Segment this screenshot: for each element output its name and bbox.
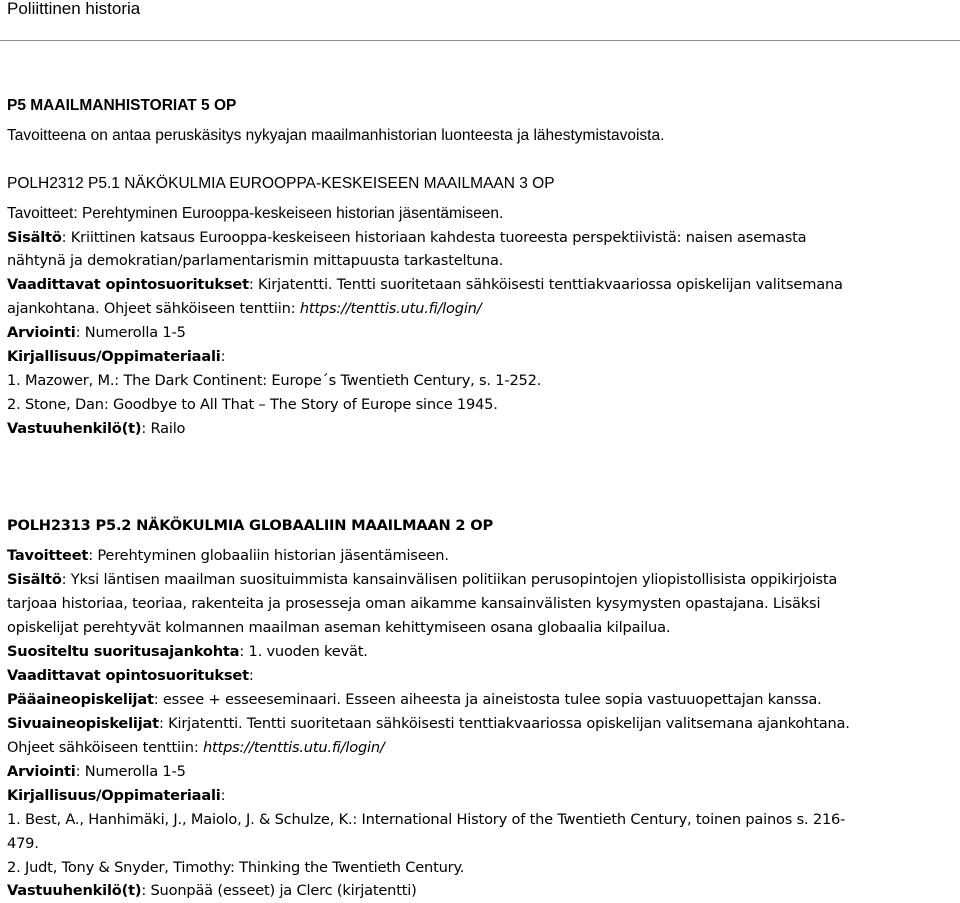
- course-title-polh2312: POLH2312 P5.1 NÄKÖKULMIA EUROOPPA-KESKEISEEN MAAILMAAN 3 OP: [7, 175, 555, 192]
- course-content-polh2313: Sisältö: Yksi läntisen maailman suosituimmista kansainvälisen politiikan perusopintojen yliopistollisista oppikirjoista: [7, 571, 838, 588]
- course-requirements-polh2312-cont: ajankohtana. Ohjeet sähköiseen tenttiin: https://tenttis.utu.fi/login/: [7, 300, 482, 317]
- course-grading-polh2312: Arviointi: Numerolla 1-5: [7, 324, 186, 341]
- header-divider: [0, 40, 960, 41]
- course-responsible-polh2313: Vastuuhenkilö(t): Suonpää (esseet) ja Clerc (kirjatentti): [7, 882, 417, 899]
- literature-item: 2. Judt, Tony & Snyder, Timothy: Thinking the Twentieth Century.: [7, 859, 465, 876]
- literature-item: 1. Best, A., Hanhimäki, J., Maiolo, J. & Schulze, K.: International History of the Twentieth Century, toinen painos s. 216-: [7, 811, 846, 828]
- literature-item: 1. Mazower, M.: The Dark Continent: Europe´s Twentieth Century, s. 1-252.: [7, 372, 542, 389]
- page-title: Poliittinen historia: [7, 0, 141, 18]
- course-exam-instructions-polh2313: Ohjeet sähköiseen tenttiin: https://tenttis.utu.fi/login/: [7, 739, 385, 756]
- course-content-polh2312-cont: nähtynä ja demokratian/parlamentarismin mittapuusta tarkasteltuna.: [7, 252, 504, 269]
- course-major-students: Pääaineopiskelijat: essee + esseeseminaari. Esseen aiheesta ja aineistosta tulee sopia vastuuopettajan kanssa.: [7, 691, 822, 708]
- literature-item-cont: 479.: [7, 835, 39, 852]
- course-requirements-polh2313: Vaadittavat opintosuoritukset:: [7, 667, 254, 684]
- exam-link[interactable]: https://tenttis.utu.fi/login/: [202, 739, 385, 756]
- literature-item: 2. Stone, Dan: Goodbye to All That – The Story of Europe since 1945.: [7, 396, 498, 413]
- section-goal-p5: Tavoitteena on antaa peruskäsitys nykyajan maailmanhistorian luonteesta ja lähestymistavoista.: [7, 127, 665, 144]
- course-goals-polh2312: Tavoitteet: Perehtyminen Eurooppa-keskeiseen historian jäsentämiseen.: [7, 205, 504, 222]
- course-timing-polh2313: Suositeltu suoritusajankohta: 1. vuoden kevät.: [7, 643, 368, 660]
- course-goals-polh2313: Tavoitteet: Perehtyminen globaaliin historian jäsentämiseen.: [7, 547, 449, 564]
- page-header: [0, 0, 960, 44]
- course-minor-students: Sivuaineopiskelijat: Kirjatentti. Tentti suoritetaan sähköisesti tenttiakvaariossa opiskelijan valitsemana ajankohtana.: [7, 715, 850, 732]
- course-literature-heading-polh2313: Kirjallisuus/Oppimateriaali:: [7, 787, 226, 804]
- course-content-polh2312: Sisältö: Kriittinen katsaus Eurooppa-keskeiseen historiaan kahdesta tuoreesta perspektiivistä: naisen asemasta: [7, 229, 807, 246]
- course-content-polh2313-cont: tarjoaa historiaa, teoriaa, rakenteita ja prosesseja oman aikamme kansainvälisten kysymysten opastajana. Lisäksi: [7, 595, 821, 612]
- course-grading-polh2313: Arviointi: Numerolla 1-5: [7, 763, 186, 780]
- course-responsible-polh2312: Vastuuhenkilö(t): Railo: [7, 420, 186, 437]
- course-title-polh2313: POLH2313 P5.2 NÄKÖKULMIA GLOBAALIIN MAAILMAAN 2 OP: [7, 517, 493, 534]
- course-requirements-polh2312: Vaadittavat opintosuoritukset: Kirjatentti. Tentti suoritetaan sähköisesti tenttiakvaariossa opiskelijan valitsemana: [7, 276, 843, 293]
- exam-link[interactable]: https://tenttis.utu.fi/login/: [299, 300, 482, 317]
- course-content-polh2313-cont: opiskelijat perehtyvät kolmannen maailman aseman kehittymiseen osana globaalia kilpailua.: [7, 619, 671, 636]
- course-literature-heading-polh2312: Kirjallisuus/Oppimateriaali:: [7, 348, 226, 365]
- section-heading-p5: P5 MAAILMANHISTORIAT 5 OP: [7, 97, 237, 114]
